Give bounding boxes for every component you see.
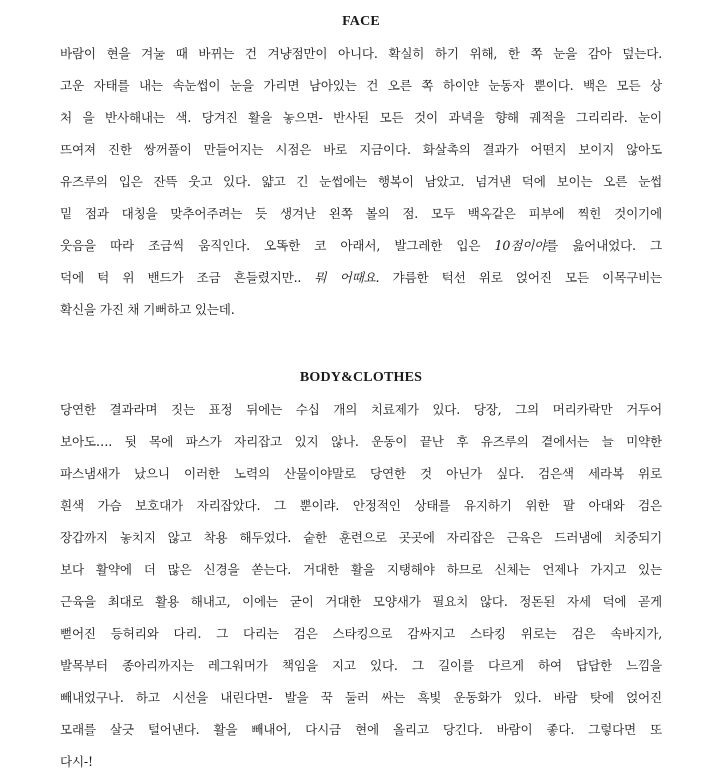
- text-line: [60, 522, 662, 554]
- text-line: [60, 618, 662, 650]
- section-title-body-clothes: BODY&CLOTHES: [299, 370, 423, 385]
- text-line: [60, 102, 662, 134]
- text-segment: 다시-!: [60, 754, 93, 769]
- text-segment: 파스냄새가 났으니 이러한 노력의 산물이야말로 당연한 것 아닌가 싶다. 검은색 세라복 위로: [60, 466, 662, 481]
- text-segment: 당연한 결과라며 짓는 표정 뒤에는 수십 개의 치료제가 있다. 당장, 그의 머리카락만 거두어: [60, 402, 662, 417]
- text-line: [60, 746, 662, 778]
- text-line: [60, 166, 662, 198]
- text-line: [60, 650, 662, 682]
- face-paragraph: [60, 38, 662, 326]
- text-line: [60, 134, 662, 166]
- text-segment: 웃음을 따라 조금씩 움직인다. 오똑한 코 아래서, 발그레한 입은: [60, 238, 495, 253]
- text-segment: 유즈루의 입은 잔뜩 웃고 있다. 얇고 긴 눈썹에는 행복이 남았고. 넘겨낸 덕에 보이는 오른 눈썹: [60, 174, 662, 189]
- text-line: [60, 458, 662, 490]
- text-segment: 고운 자태를 내는 속눈썹이 눈을 가리면 남아있는 건 오른 쪽 하이얀 눈동자 뿐이다. 백은 모든 상: [60, 78, 662, 93]
- text-line: [60, 70, 662, 102]
- text-line: [60, 198, 662, 230]
- text-line: [60, 554, 662, 586]
- text-segment: 뻗어진 등허리와 다리. 그 다리는 검은 스타킹으로 감싸지고 스타킹 위로는 검은 속바지가,: [60, 626, 662, 641]
- text-line: [60, 714, 662, 746]
- text-line: [60, 294, 662, 326]
- text-line: [60, 38, 662, 70]
- text-line: [60, 490, 662, 522]
- text-segment: 흰색 가슴 보호대가 자리잡았다. 그 뿐이랴. 안정적인 상태를 유지하기 위한 팔 아대와 검은: [60, 498, 662, 513]
- text-segment: 장갑까지 놓치지 않고 착용 해두었다. 숱한 훈련으로 곳곳에 자리잡은 근육은 드러냄에 치중되기: [60, 530, 662, 545]
- text-line: [60, 262, 662, 294]
- text-segment: 확신을 가진 채 기뻐하고 있는데.: [60, 302, 235, 317]
- text-segment: 바람이 현을 겨눌 때 바뀌는 건 겨냥점만이 아니다. 확실히 하기 위해, 한 쪽 눈을 감아 덮는다.: [60, 46, 662, 61]
- text-segment: 처 을 반사해내는 색. 당겨진 활을 놓으면- 반사된 모든 것이 과녁을 향해 궤적을 그리리라. 눈이: [60, 110, 662, 125]
- text-segment: 보아도…. 뒷 목에 파스가 자리잡고 있지 않나. 운동이 끝난 후 유즈루의 곁에서는 늘 미약한: [60, 434, 662, 449]
- text-segment: 모래를 살긋 털어낸다. 활을 빼내어, 다시금 현에 올리고 당긴다. 바람이 좋다. 그렇다면 또: [60, 722, 662, 737]
- text-segment: 근육을 최대로 활용 해내고, 이에는 굳이 거대한 모양새가 필요치 않다. 정돈된 자세 덕에 곧게: [60, 594, 662, 609]
- text-line: [60, 426, 662, 458]
- text-segment: 밑 점과 대칭을 맞추어주려는 듯 생겨난 왼쪽 볼의 점. 모두 백옥같은 피부에 찍힌 것이기에: [60, 206, 662, 221]
- text-segment: 발목부터 종아리까지는 레그워머가 책임을 지고 있다. 그 길이를 다르게 하여 답답한 느낌을: [60, 658, 662, 673]
- text-segment: 덕에 턱 위 밴드가 조금 흔들렸지만..: [60, 270, 315, 285]
- text-line: [60, 394, 662, 426]
- text-segment: 를 읊어내었다. 그: [546, 238, 662, 253]
- text-line: [60, 586, 662, 618]
- text-segment: 갸름한 턱선 위로 얹어진 모든 이목구비는: [379, 270, 663, 285]
- emphasis-text: 10점이야: [494, 238, 547, 253]
- body-clothes-paragraph: [60, 394, 662, 778]
- section-title-face: FACE: [342, 14, 380, 29]
- text-segment: 빼내었구나. 하고 시선을 내린다면- 발을 꾹 둘러 싸는 흑빛 운동화가 있다. 바람 탓에 얹어진: [60, 690, 662, 705]
- emphasis-text: 뭐 어때요.: [314, 270, 380, 285]
- text-segment: 뜨여져 진한 쌍꺼풀이 만들어지는 시점은 바로 지금이다. 화살촉의 결과가 어떤지 보이지 않아도: [60, 142, 662, 157]
- text-segment: 보다 활약에 더 많은 신경을 쏟는다. 거대한 활을 지탱해야 하므로 신체는 언제나 가지고 있는: [60, 562, 662, 577]
- text-line: [60, 230, 662, 262]
- text-line: [60, 682, 662, 714]
